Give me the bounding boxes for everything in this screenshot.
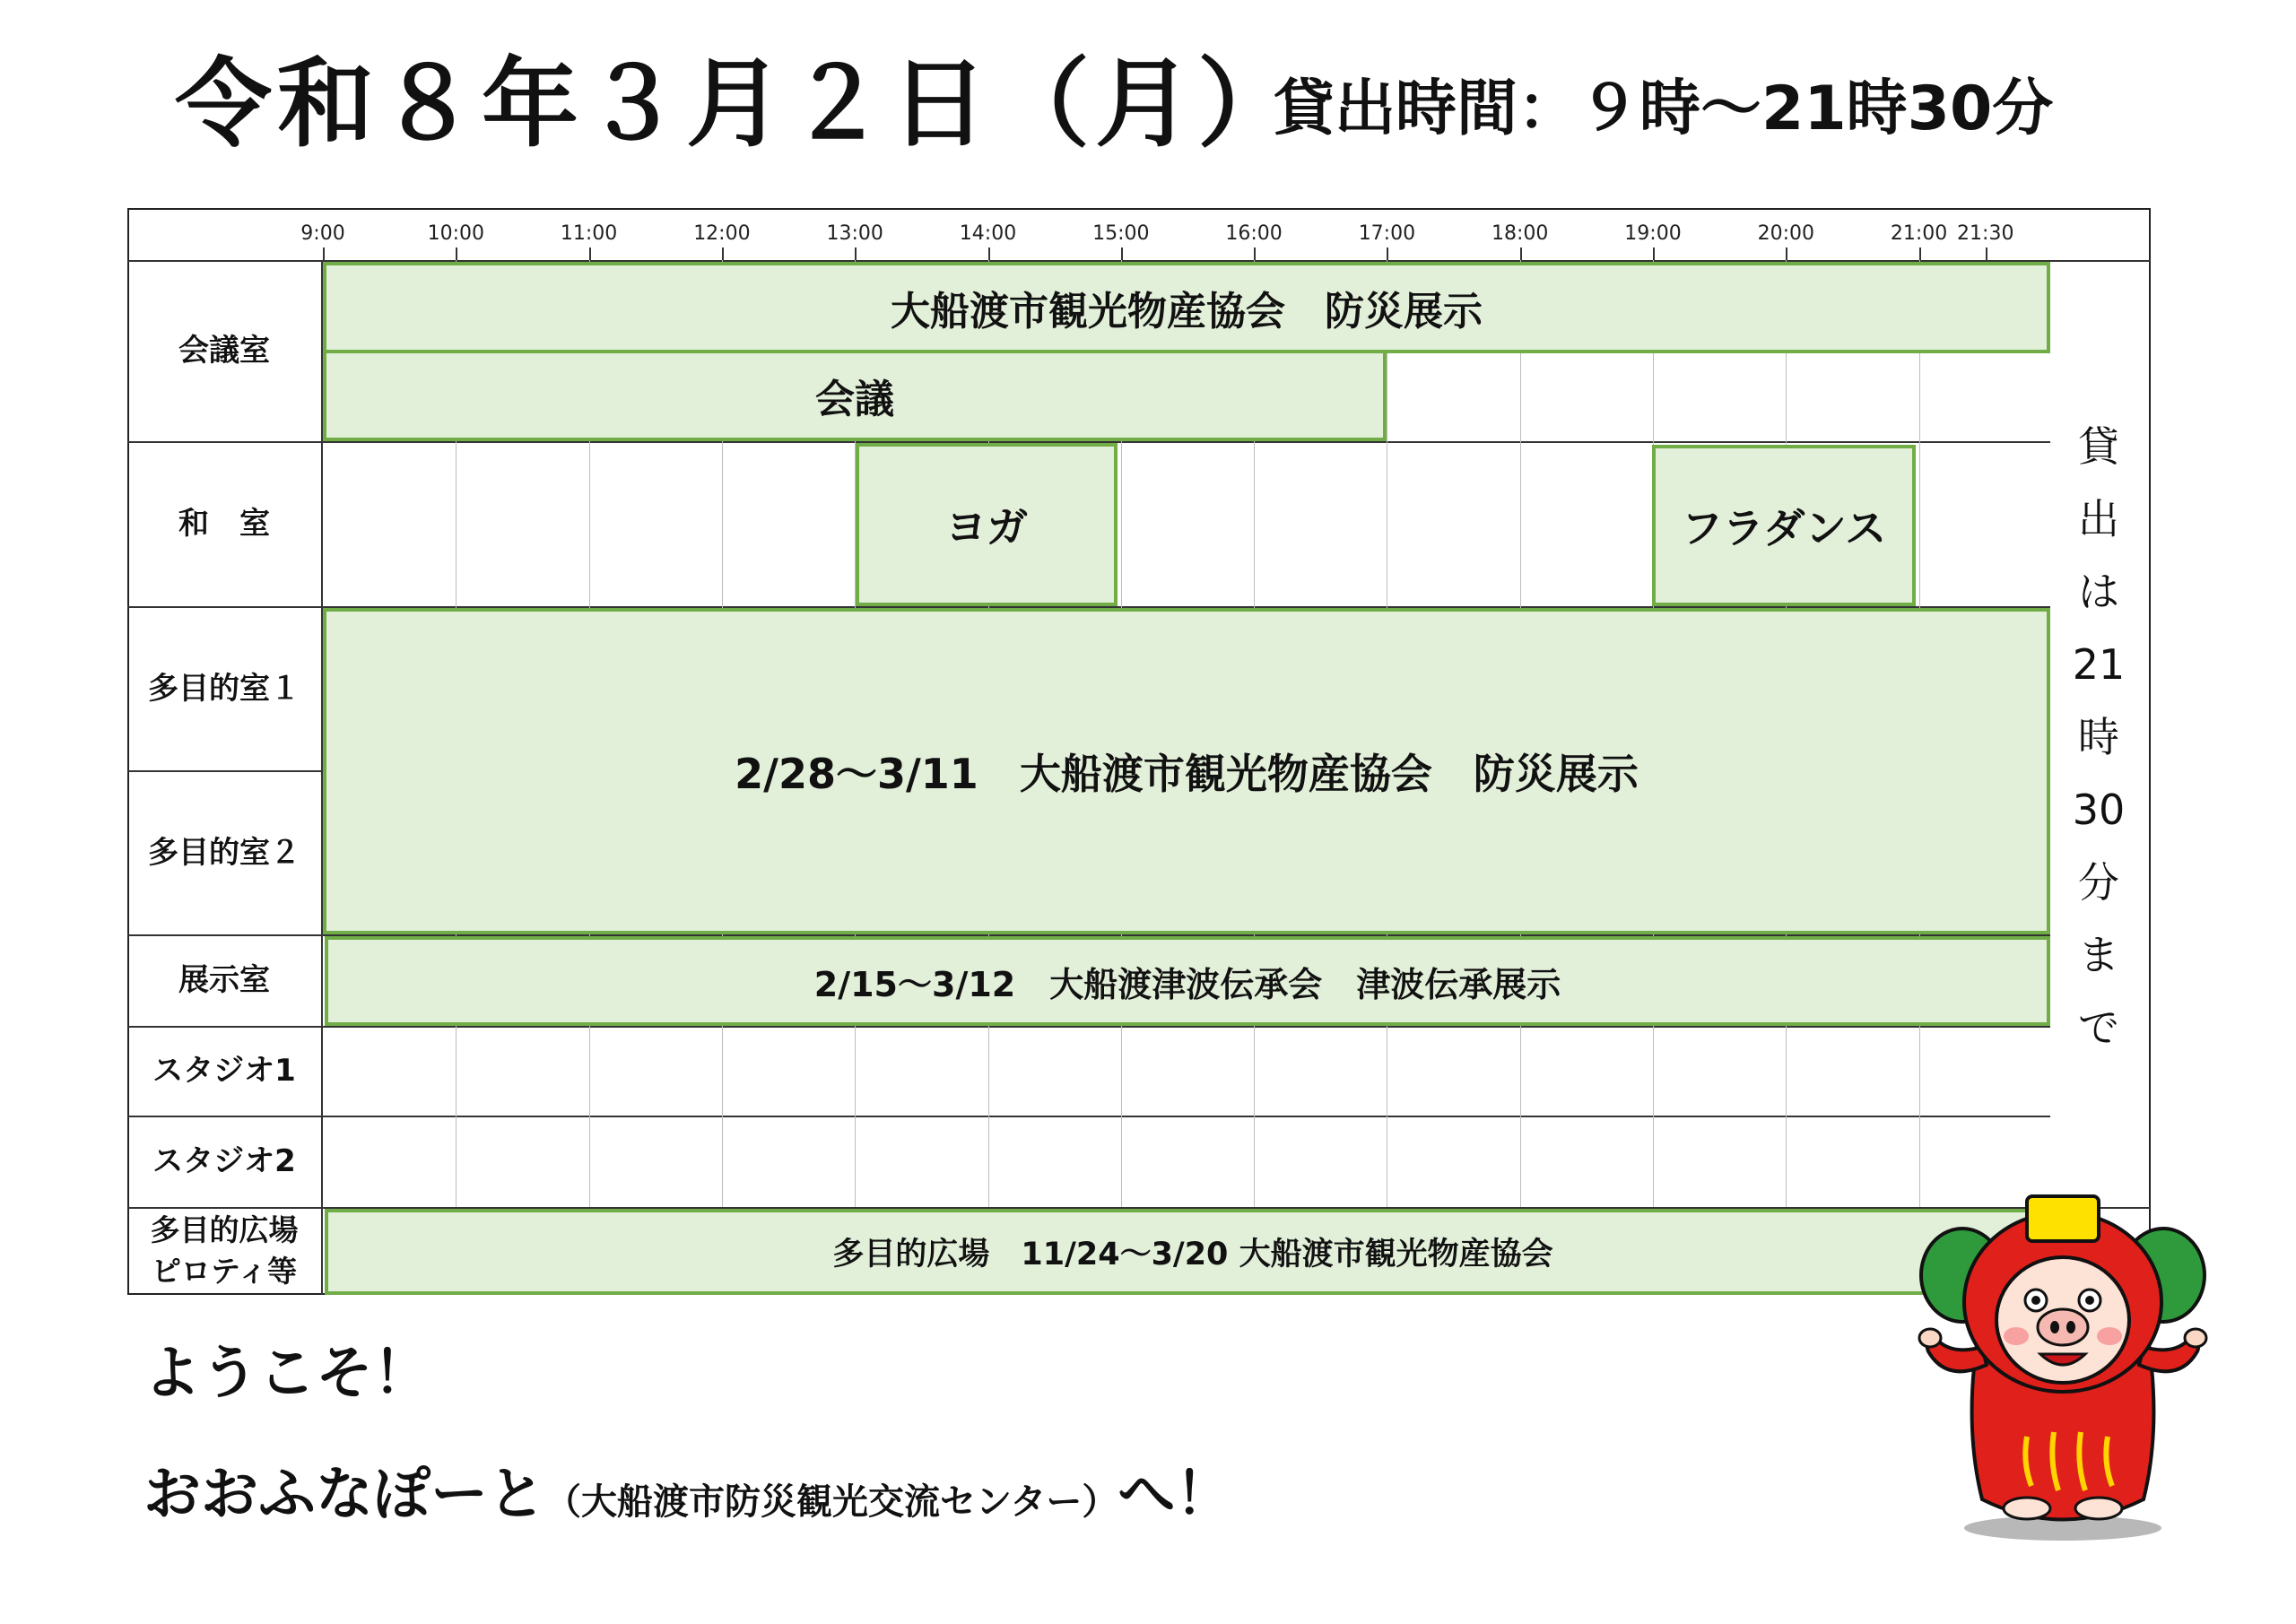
- time-label: 19:00: [1624, 222, 1682, 245]
- note-char: は: [2078, 568, 2119, 616]
- note-char: 時: [2078, 713, 2119, 761]
- time-label: 10:00: [427, 222, 484, 245]
- room-label-tamokuteki-1: 多目的室１: [148, 670, 300, 707]
- time-tick: [722, 248, 724, 260]
- time-label: 15:00: [1092, 222, 1150, 245]
- time-label: 21:00: [1890, 222, 1948, 245]
- time-label: 20:00: [1757, 222, 1814, 245]
- time-label: 14:00: [959, 222, 1017, 245]
- facility-nickname: おおふなぽーと: [144, 1462, 545, 1528]
- event-hiroba[interactable]: 多目的広場 11/24～3/20 大船渡市観光物産協会: [325, 1209, 2061, 1295]
- note-char: 21: [2072, 640, 2126, 689]
- time-label: 12:00: [693, 222, 751, 245]
- row-divider: [127, 1026, 2050, 1028]
- event-kaigishitsu-exhibit[interactable]: 大船渡市観光物産協会 防災展示: [323, 262, 2050, 353]
- time-tick: [1121, 248, 1123, 260]
- note-char: 30: [2072, 786, 2126, 834]
- note-char: で: [2078, 1003, 2119, 1052]
- time-label: 17:00: [1358, 222, 1416, 245]
- time-tick: [1254, 248, 1256, 260]
- time-tick: [1919, 248, 1921, 260]
- room-label-tenjishitsu: 展示室: [178, 962, 270, 998]
- facility-fullname: （大船渡市防災観光交流センター）: [545, 1481, 1118, 1523]
- event-washitsu-yoga[interactable]: ヨガ: [856, 443, 1118, 606]
- room-label-kaigishitsu: 会議室: [178, 333, 270, 369]
- time-tick: [855, 248, 857, 260]
- welcome-line-1: ようこそ！: [144, 1341, 430, 1407]
- time-tick: [1986, 248, 1987, 260]
- time-tick: [323, 248, 325, 260]
- time-tick: [456, 248, 457, 260]
- room-label-hiroba: 多目的広場 ピロティ等: [150, 1212, 299, 1289]
- time-tick: [1387, 248, 1388, 260]
- time-label: 11:00: [560, 222, 618, 245]
- time-label: 18:00: [1491, 222, 1549, 245]
- time-label: 21:30: [1957, 222, 2014, 245]
- welcome-end: へ！: [1118, 1462, 1233, 1528]
- note-char: 貸: [2078, 422, 2119, 471]
- note-char: 分: [2078, 858, 2119, 907]
- event-tamokuteki-exhibit[interactable]: 2/28～3/11 大船渡市観光物産協会 防災展示: [323, 608, 2050, 934]
- room-label-washitsu: 和 室: [178, 506, 270, 542]
- time-tick: [1786, 248, 1787, 260]
- welcome-line-2: [144, 1448, 1232, 1531]
- time-tick: [988, 248, 990, 260]
- mascot-character: [1910, 1185, 2215, 1544]
- time-label: 13:00: [826, 222, 883, 245]
- lending-hours: 貸出時間：９時～21時30分: [1274, 74, 2054, 144]
- event-kaigishitsu-meeting[interactable]: 会議: [323, 350, 1387, 441]
- event-tenjishitsu-exhibit[interactable]: 2/15～3/12 大船渡津波伝承会 津波伝承展示: [325, 936, 2050, 1026]
- row-divider: [127, 1116, 2050, 1117]
- time-label: 16:00: [1225, 222, 1283, 245]
- room-label-tamokuteki-2: 多目的室２: [148, 834, 300, 871]
- page-title: 令和８年３月２日（月）: [175, 48, 1300, 161]
- time-tick: [1653, 248, 1655, 260]
- note-char: 出: [2078, 495, 2119, 543]
- time-tick: [589, 248, 591, 260]
- lending-until-note: [2054, 411, 2144, 1064]
- time-tick: [1520, 248, 1522, 260]
- event-washitsu-hula[interactable]: フラダンス: [1652, 445, 1916, 606]
- time-label: 9:00: [300, 222, 345, 245]
- note-char: ま: [2078, 931, 2119, 979]
- room-label-studio-2: スタジオ2: [152, 1143, 296, 1179]
- room-label-studio-1: スタジオ1: [152, 1053, 296, 1089]
